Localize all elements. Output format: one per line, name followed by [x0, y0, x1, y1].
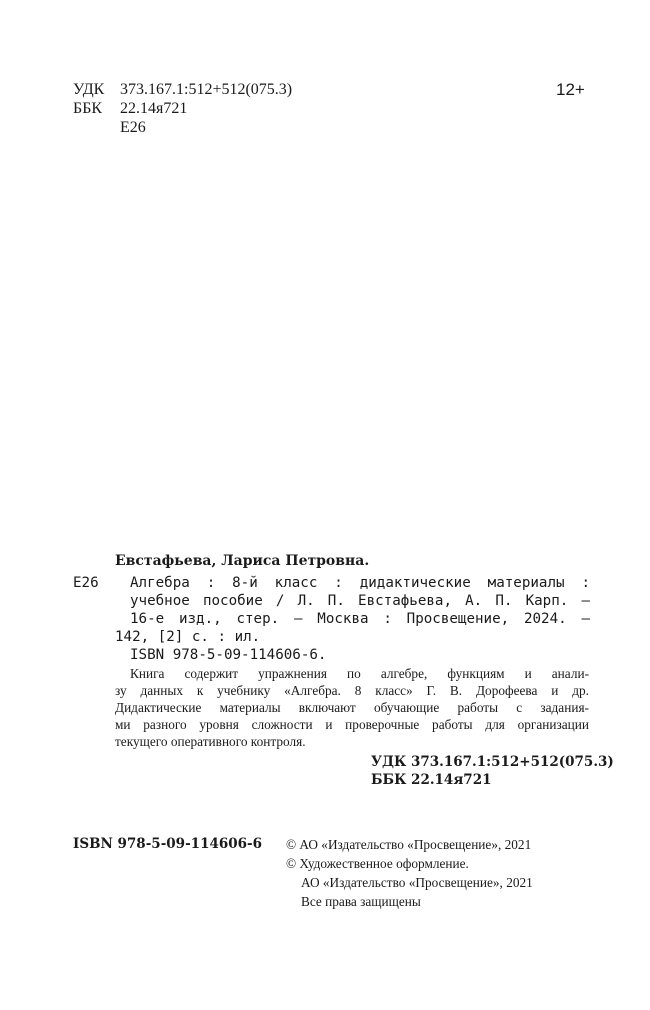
- record-udk: УДК 373.167.1:512+512(075.3): [371, 754, 614, 770]
- annotation-line: Книга содержит упражнения по алгебре, функциям и анали-: [130, 666, 589, 681]
- author-mark-top: Е26: [120, 119, 146, 136]
- description-line: Алгебра : 8-й класс : дидактические материалы :: [130, 575, 590, 591]
- age-rating: 12+: [556, 80, 585, 99]
- footer-isbn: ISBN 978-5-09-114606-6: [73, 836, 263, 852]
- copyright-line: АО «Издательство «Просвещение», 2021: [301, 875, 533, 890]
- record-bbk: ББК 22.14я721: [371, 772, 492, 788]
- author-heading: Евстафьева, Лариса Петровна.: [115, 553, 370, 569]
- record-isbn: ISBN 978-5-09-114606-6.: [130, 647, 327, 663]
- description-line: учебное пособие / Л. П. Евстафьева, А. П. Карп. —: [130, 593, 590, 609]
- copyright-line: © АО «Издательство «Просвещение», 2021: [286, 837, 532, 852]
- copyright-line: Все права защищены: [301, 894, 421, 909]
- bbk-value: 22.14я721: [120, 100, 188, 117]
- copyright-line: © Художественное оформление.: [286, 856, 469, 871]
- udk-value: 373.167.1:512+512(075.3): [120, 81, 293, 98]
- annotation-line: ми разного уровня сложности и проверочные работы для организации: [115, 717, 589, 732]
- description-line: 142, [2] с. : ил.: [115, 629, 261, 645]
- bbk-label: ББК: [73, 100, 103, 117]
- annotation-line: текущего оперативного контроля.: [115, 734, 306, 749]
- annotation-line: Дидактические материалы включают обучающие работы с задания-: [115, 700, 589, 715]
- author-mark: Е26: [73, 575, 99, 591]
- udk-label: УДК: [73, 81, 105, 98]
- annotation: [115, 665, 589, 750]
- annotation-line: зу данных к учебнику «Алгебра. 8 класс» Г. В. Дорофеева и др.: [115, 683, 589, 698]
- description-line: 16-е изд., стер. — Москва : Просвещение, 2024. —: [130, 611, 590, 627]
- description: [130, 574, 590, 628]
